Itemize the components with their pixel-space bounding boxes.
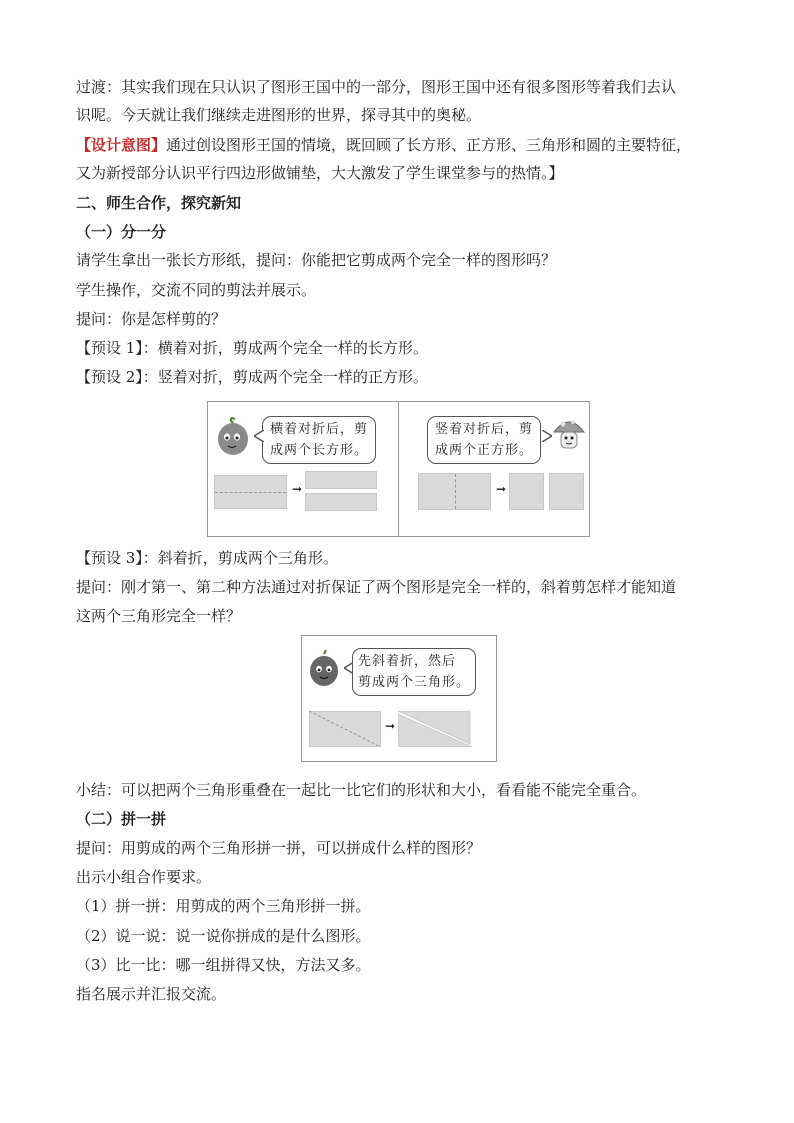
subsection-heading-1: （一）分一分	[76, 223, 167, 241]
chestnut-character-icon	[307, 650, 341, 688]
speech-bubble	[352, 648, 476, 696]
requirement-3: （3）比一比：哪一组拼得又快，方法又多。	[76, 956, 371, 974]
arrow-icon: ➞	[496, 482, 507, 496]
section-heading-2: 二、师生合作，探究新知	[76, 194, 242, 212]
requirement-1: （1）拼一拼：用剪成的两个三角形拼一拼。	[76, 897, 371, 915]
preset-2: 【预设 2】：竖着对折，剪成两个完全一样的正方形。	[76, 368, 428, 386]
bubble-text: 先斜着折，然后	[358, 654, 457, 669]
paragraph: 学生操作，交流不同的剪法并展示。	[76, 281, 317, 299]
speech-bubble-right	[427, 416, 541, 464]
subsection-heading-2: （二）拼一拼	[76, 810, 167, 828]
design-intent-line-2: 又为新授部分认识平行四边形做铺垫，大大激发了学生课堂参与的热情。】	[76, 164, 564, 182]
transition-line-1: 过渡：其实我们现在只认识了图形王国中的一部分，图形王国中还有很多图形等着我们去认	[76, 78, 677, 96]
speech-bubble-left	[262, 416, 376, 464]
rectangle-folded-horizontal	[214, 475, 287, 509]
result-rectangle	[305, 471, 377, 489]
bubble-text: 剪成两个三角形。	[358, 675, 471, 690]
transition-line-2: 识呢。今天就让我们继续走进图形的世界，探寻其中的奥秘。	[76, 106, 482, 124]
pepper-character-icon	[215, 417, 251, 457]
arrow-icon: ➞	[292, 482, 303, 496]
figure-fold-rectangle	[207, 401, 590, 537]
paragraph: 提问：用剪成的两个三角形拼一拼，可以拼成什么样的图形？	[76, 839, 482, 857]
preset-3: 【预设 3】：斜着折，剪成两个三角形。	[76, 549, 338, 567]
paragraph: 提问：刚才第一、第二种方法通过对折保证了两个图形是完全一样的，斜着剪怎样才能知道	[76, 578, 677, 596]
figure-fold-diagonal	[301, 635, 497, 762]
paragraph: 请学生拿出一张长方形纸，提问：你能把它剪成两个完全一样的图形吗？	[76, 251, 557, 269]
result-rectangle	[305, 493, 377, 511]
arrow-icon: ➞	[385, 719, 396, 733]
rectangle-folded-diagonal	[309, 711, 381, 747]
bubble-text: 横着对折后，剪	[270, 422, 369, 437]
figure-divider	[398, 402, 399, 536]
bubble-text: 成两个正方形。	[435, 443, 534, 458]
paragraph: 出示小组合作要求。	[76, 868, 212, 886]
bubble-text: 竖着对折后，剪	[435, 422, 534, 437]
design-intent-text: 通过创设图形王国的情境，既回顾了长方形、正方形、三角形和圆的主要特征，	[166, 136, 692, 154]
result-square	[509, 473, 544, 510]
paragraph: 这两个三角形完全一样？	[76, 607, 242, 625]
paragraph: 指名展示并汇报交流。	[76, 985, 227, 1003]
design-intent-label: 【设计意图】	[76, 136, 167, 154]
rectangle-folded-vertical	[418, 473, 491, 510]
result-triangles	[398, 711, 474, 747]
bubble-text: 成两个长方形。	[270, 443, 369, 458]
requirement-2: （2）说一说：说一说你拼成的是什么图形。	[76, 927, 371, 945]
preset-1: 【预设 1】：横着对折，剪成两个完全一样的长方形。	[76, 339, 428, 357]
bubble-tail	[254, 430, 264, 442]
summary: 小结：可以把两个三角形重叠在一起比一比它们的形状和大小，看看能不能完全重合。	[76, 781, 647, 799]
paragraph: 提问：你是怎样剪的？	[76, 310, 227, 328]
mushroom-character-icon	[551, 414, 587, 454]
design-intent-line-1	[76, 135, 691, 155]
result-square	[549, 473, 584, 510]
